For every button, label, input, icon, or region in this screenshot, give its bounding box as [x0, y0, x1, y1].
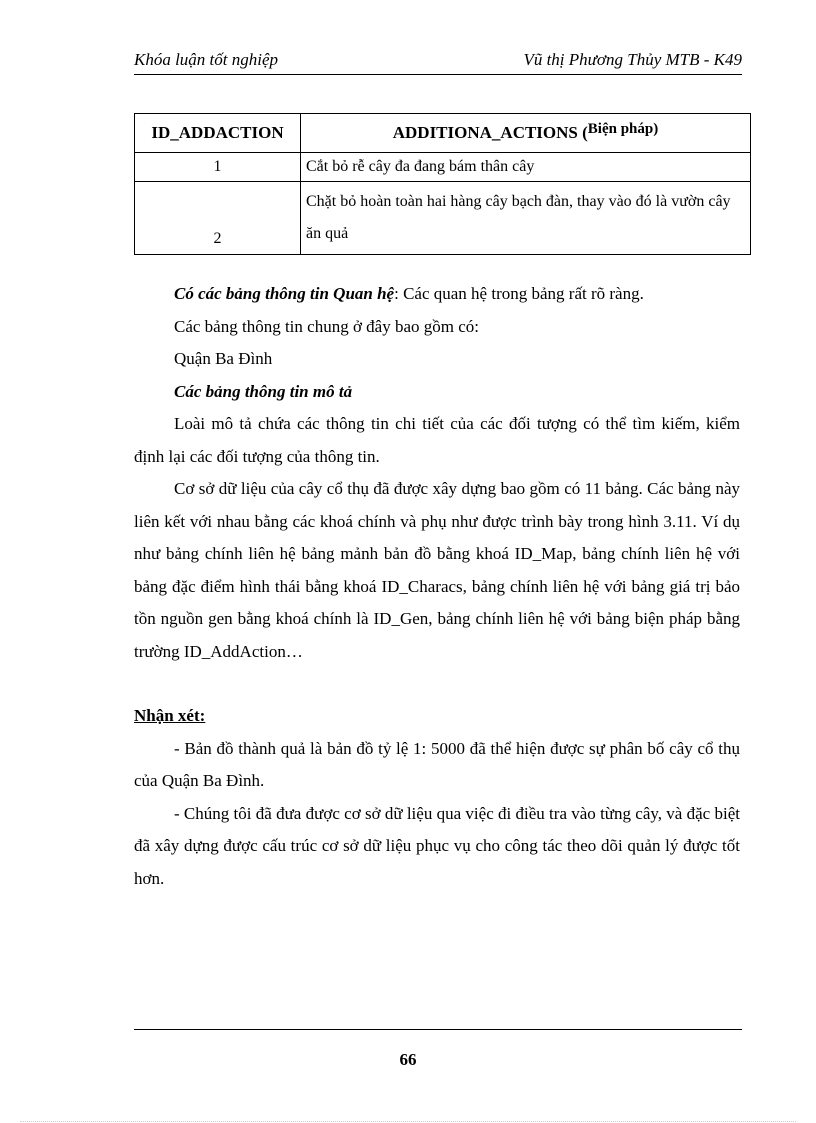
remark-heading: Nhận xét: [134, 706, 206, 725]
header-author: Vũ thị Phương Thủy MTB - K49 [523, 50, 742, 69]
column-header-actions [301, 114, 751, 153]
table-row [135, 153, 751, 182]
footer-divider [134, 1029, 742, 1030]
table-cell-action: Cắt bỏ rễ cây đa đang bám thân cây [301, 153, 751, 182]
district-paragraph: Quận Ba Đình [174, 349, 273, 368]
general-tables-paragraph: Các bảng thông tin chung ở đây bao gồm có: [174, 316, 480, 336]
relation-tables-heading: Có các bảng thông tin Quan hệ [174, 284, 395, 303]
column-header-id: ID_ADDACTION [135, 114, 301, 153]
table-cell-id: 1 [135, 153, 301, 182]
table-cell-id: 2 [135, 182, 301, 255]
database-paragraph: Cơ sở dữ liệu của cây cổ thụ đã được xây dựng bao gồm có 11 bảng. Các bảng này liên kết với nhau bằng các khoá chính và phụ như được trình bày trong hình 3.11. Ví dụ như bảng chính liên hệ bảng mảnh bản đồ bằng khoá ID_Map, bảng chính liên hệ với bảng đặc điểm hình thái bằng khoá ID_Characs, bảng chính liên hệ với bảng giá trị bảo tồn nguồn gen bằng khoá chính là ID_Gen, bảng chính liên hệ với bảng biện pháp bằng trường ID_AddAction… [134, 479, 740, 661]
page-body [134, 278, 740, 895]
description-tables-heading: Các bảng thông tin mô tả [174, 381, 353, 401]
remark-paragraph-1: - Bản đồ thành quả là bản đồ tỷ lệ 1: 5000 đã thể hiện được sự phân bố cây cổ thụ của Quận Ba Đình. [134, 738, 740, 790]
table-row [135, 182, 751, 255]
table-cell-action: Chặt bỏ hoàn toàn hai hàng cây bạch đàn, thay vào đó là vườn cây ăn quả [301, 182, 751, 255]
page-bottom-edge [20, 1121, 796, 1122]
relation-tables-paragraph [134, 278, 740, 311]
table-header-row [135, 114, 751, 153]
column-header-actions-main: ADDITIONA_ACTIONS ( [392, 123, 588, 142]
header-thesis-title: Khóa luận tốt nghiệp [134, 50, 279, 69]
remark-paragraph-2: - Chúng tôi đã đưa được cơ sở dữ liệu qua việc đi điều tra vào từng cây, và đặc biệt đã xây dựng được cấu trúc cơ sở dữ liệu phục vụ cho công tác theo dõi quản lý được tốt hơn. [134, 803, 740, 888]
page-header [134, 48, 742, 75]
column-header-actions-note: Biện pháp) [587, 121, 659, 137]
page-number: 66 [399, 1050, 417, 1069]
paragraph-gap [134, 668, 740, 700]
description-paragraph: Loài mô tả chứa các thông tin chi tiết của các đối tượng có thể tìm kiếm, kiểm định lại các đối tượng của thông tin. [134, 414, 740, 466]
relation-tables-text: : Các quan hệ trong bảng rất rõ ràng. [394, 284, 644, 303]
additional-actions-table [134, 113, 751, 255]
remark-heading-paragraph [134, 700, 740, 733]
